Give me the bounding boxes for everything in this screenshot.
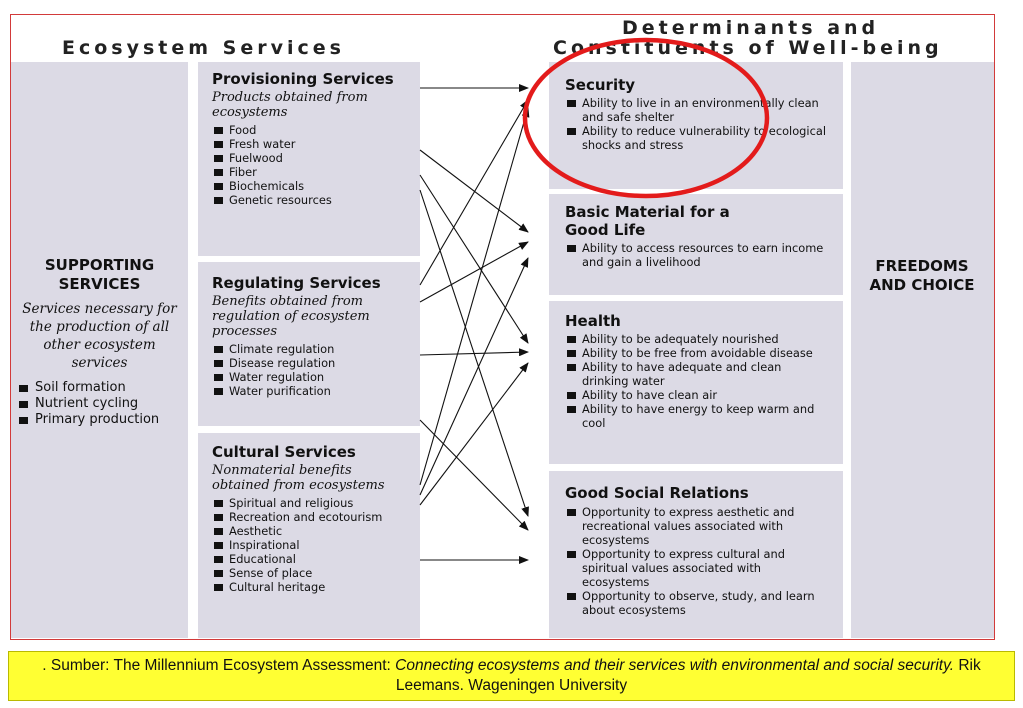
arrow-regulating-security bbox=[420, 100, 528, 285]
header-constituents: Constituents of Well-being bbox=[553, 37, 943, 59]
basic-material-title: Basic Material for a Good Life bbox=[565, 203, 730, 239]
social-title: Good Social Relations bbox=[565, 484, 749, 502]
list-item: Water regulation bbox=[212, 370, 406, 384]
list-item: Recreation and ecotourism bbox=[212, 510, 406, 524]
list-item: Biochemicals bbox=[212, 179, 406, 193]
list-item: Sense of place bbox=[212, 566, 406, 580]
security-title: Security bbox=[565, 76, 636, 94]
arrow-cultural-health bbox=[420, 363, 528, 505]
list-item: Genetic resources bbox=[212, 193, 406, 207]
list-item: Fresh water bbox=[212, 137, 406, 151]
supporting-title: SUPPORTING SERVICES bbox=[44, 256, 155, 293]
list-item: Food bbox=[212, 123, 406, 137]
list-item: Climate regulation bbox=[212, 342, 406, 356]
list-item: Aesthetic bbox=[212, 524, 406, 538]
arrow-provisioning-health bbox=[420, 175, 528, 343]
list-item: Water purification bbox=[212, 384, 406, 398]
list-item: Opportunity to observe, study, and learn about ecosystems bbox=[565, 589, 827, 617]
regulating-title: Regulating Services bbox=[212, 274, 381, 292]
list-item: Ability to be free from avoidable disease bbox=[565, 346, 827, 360]
list-item: Ability to have energy to keep warm and cool bbox=[565, 402, 827, 430]
list-item: Ability to reduce vulnerability to ecological shocks and stress bbox=[565, 124, 827, 152]
arrow-regulating-social bbox=[420, 420, 528, 530]
freedoms-title: FREEDOMS AND CHOICE bbox=[869, 257, 975, 294]
health-title: Health bbox=[565, 312, 621, 330]
cultural-title: Cultural Services bbox=[212, 443, 356, 461]
list-item: Ability to live in an environmentally clean and safe shelter bbox=[565, 96, 827, 124]
list-item: Primary production bbox=[17, 412, 182, 428]
caption-italic: Connecting ecosystems and their services with environmental and social security. bbox=[395, 657, 955, 674]
list-item: Fuelwood bbox=[212, 151, 406, 165]
list-item: Opportunity to express aesthetic and recreational values associated with ecosystems bbox=[565, 505, 827, 547]
provisioning-subtitle: Products obtained from ecosystems bbox=[212, 90, 368, 120]
highlight-circle bbox=[525, 40, 767, 196]
list-item: Soil formation bbox=[17, 380, 182, 396]
arrow-cultural-security bbox=[420, 108, 528, 485]
list-item: Spiritual and religious bbox=[212, 496, 406, 510]
caption-prefix: . Sumber: The Millennium Ecosystem Assessment: bbox=[42, 657, 396, 674]
list-item: Opportunity to express cultural and spiritual values associated with ecosystems bbox=[565, 547, 827, 589]
list-item: Educational bbox=[212, 552, 406, 566]
regulating-subtitle: Benefits obtained from regulation of ecosystem processes bbox=[212, 294, 370, 339]
list-item: Inspirational bbox=[212, 538, 406, 552]
list-item: Cultural heritage bbox=[212, 580, 406, 594]
caption-suffix: Rik Leemans. Wageningen University bbox=[395, 657, 981, 694]
provisioning-title: Provisioning Services bbox=[212, 70, 394, 88]
header-determinants: Determinants and bbox=[622, 17, 880, 39]
arrow-provisioning-basic bbox=[420, 150, 528, 232]
cultural-subtitle: Nonmaterial benefits obtained from ecosystems bbox=[212, 463, 385, 493]
header-ecosystem-services: Ecosystem Services bbox=[62, 37, 345, 59]
list-item: Ability to be adequately nourished bbox=[565, 332, 827, 346]
list-item: Ability to have adequate and clean drinking water bbox=[565, 360, 827, 388]
supporting-subtitle: Services necessary for the production of all other ecosystem services bbox=[22, 301, 177, 371]
list-item: Ability to have clean air bbox=[565, 388, 827, 402]
source-caption bbox=[8, 651, 1015, 701]
list-item: Disease regulation bbox=[212, 356, 406, 370]
list-item: Nutrient cycling bbox=[17, 396, 182, 412]
list-item: Fiber bbox=[212, 165, 406, 179]
list-item: Ability to access resources to earn income and gain a livelihood bbox=[565, 241, 827, 269]
